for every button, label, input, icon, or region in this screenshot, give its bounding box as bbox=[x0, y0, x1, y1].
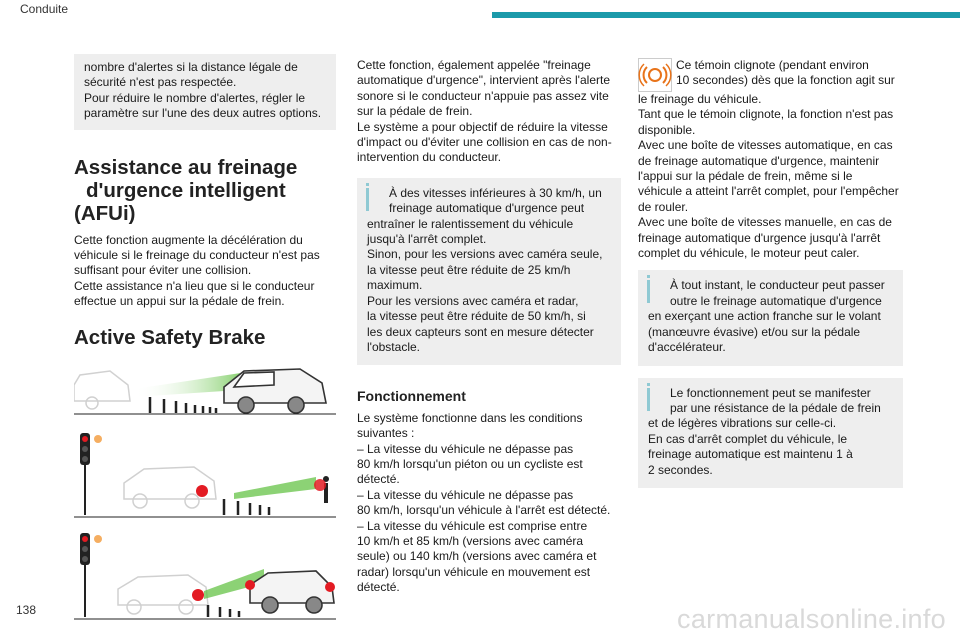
asb-intro: Cette fonction, également appelée "freinage automatique d'urgence", intervient après l'alerte sonore si le conducteur n'appuie pas assez vite sur la pédale de frein. Le système a pour objectif de réduire la vitesse d'impact ou d'éviter une collision en cas de non- intervention du conducteur. bbox=[357, 58, 612, 165]
front-car bbox=[250, 571, 334, 613]
header-section-title: Conduite bbox=[20, 2, 69, 16]
distance-markers bbox=[150, 397, 216, 413]
info-icon bbox=[647, 280, 650, 303]
header-accent-bar bbox=[492, 12, 960, 18]
traffic-light-icon bbox=[80, 433, 90, 515]
warning-light-paragraph bbox=[638, 58, 903, 261]
note-box-alerts bbox=[74, 54, 336, 130]
illustration-pedestrian-detection bbox=[74, 429, 336, 519]
note-text-first: Le fonctionnement peut se manifester par une résistance de la pédale de frein bbox=[670, 385, 881, 415]
column-1 bbox=[74, 54, 336, 621]
info-icon bbox=[366, 188, 369, 211]
note-text-rest: et de légères vibrations sur celle-ci. En cas d'arrêt complet du véhicule, le freinage automatique est maintenu 1 à 2 secondes. bbox=[648, 416, 853, 477]
front-car bbox=[224, 369, 326, 413]
traffic-light-icon bbox=[80, 533, 90, 617]
afu-title-line1: Assistance au freinage bbox=[74, 155, 298, 179]
asb-title: Active Safety Brake bbox=[74, 325, 266, 349]
column-2 bbox=[357, 58, 621, 596]
afu-title bbox=[74, 156, 336, 225]
note-text-first: À des vitesses inférieures à 30 km/h, un freinage automatique d'urgence peut bbox=[389, 185, 602, 216]
distance-markers bbox=[224, 499, 269, 515]
brake-warning-icon bbox=[638, 58, 672, 92]
illustration-vehicle-detection bbox=[74, 529, 336, 621]
note-text-rest: entraîner le ralentissement du véhicule jusqu'à l'arrêt complet. Sinon, pour les versions avec caméra seule, la vitesse peut être réduite de 25 km/h maximum. Pour les versions avec caméra et radar, la vitesse peut être réduite de 50 km/h, si les deux capteurs sont en mesure détecter l'obstacle. bbox=[367, 216, 603, 354]
note-box-pedal bbox=[638, 378, 903, 488]
afu-text: Cette fonction augmente la décélération du véhicule si le freinage du conducteur n'est pas suffisant pour éviter une collision. Cette assistance n'a lieu que si le conducteur effectue un appui sur la pédale de frein. bbox=[74, 232, 320, 309]
note-text-rest: en exerçant une action franche sur le volant (manœuvre évasive) et/ou sur la pédale d'accélérateur. bbox=[648, 309, 881, 355]
note-box-override bbox=[638, 270, 903, 365]
column-3 bbox=[638, 58, 903, 488]
watermark: carmanualsonline.info bbox=[677, 604, 946, 634]
detection-zone bbox=[234, 477, 316, 499]
distance-markers bbox=[208, 605, 239, 617]
note-box-speed bbox=[357, 178, 621, 365]
afu-title-line2: d'urgence intelligent (AFUi) bbox=[74, 178, 286, 225]
page-number: 138 bbox=[16, 603, 37, 617]
fonctionnement-title: Fonctionnement bbox=[357, 388, 466, 405]
warning-light-first: Ce témoin clignote (pendant environ 10 secondes) dès que la fonction agit sur bbox=[676, 58, 895, 88]
note-text: nombre d'alertes si la distance légale de sécurité n'est pas respectée. Pour réduire le nombre d'alertes, régler le paramètre sur l'une des deux autres options. bbox=[84, 60, 322, 121]
fonctionnement-text: Le système fonctionne dans les conditions suivantes : – La vitesse du véhicule ne dépasse pas 80 km/h lorsqu'un piéton ou un cycliste est détecté. – La vitesse du véhicule ne dépasse pas 80 km/h, lorsqu'un véhicule à l'arrêt est détecté. – La vitesse du véhicule est comprise entre 10 km/h et 85 km/h (versions avec caméra seule) ou 140 km/h (versions avec caméra et radar) lorsqu'un véhicule en mouvement est détecté. bbox=[357, 410, 611, 595]
warning-light-rest: le freinage du véhicule. Tant que le témoin clignote, la fonction n'est pas disponible. Avec une boîte de vitesses automatique, en cas de freinage automatique d'urgence, maintenir l'appui sur la pédale de frein, même si le véhicule a atteint l'arrêt complet, pour l'empêcher de rouler. Avec une boîte de vitesses manuelle, en cas de freinage automatique d'urgence jusqu'à l'arrêt complet du véhicule, le moteur peut caler. bbox=[638, 92, 899, 261]
note-text-first: À tout instant, le conducteur peut passer outre le freinage automatique d'urgence bbox=[670, 278, 885, 308]
rear-car bbox=[74, 371, 130, 409]
illustration-car-follow bbox=[74, 363, 336, 415]
info-icon bbox=[647, 388, 650, 411]
